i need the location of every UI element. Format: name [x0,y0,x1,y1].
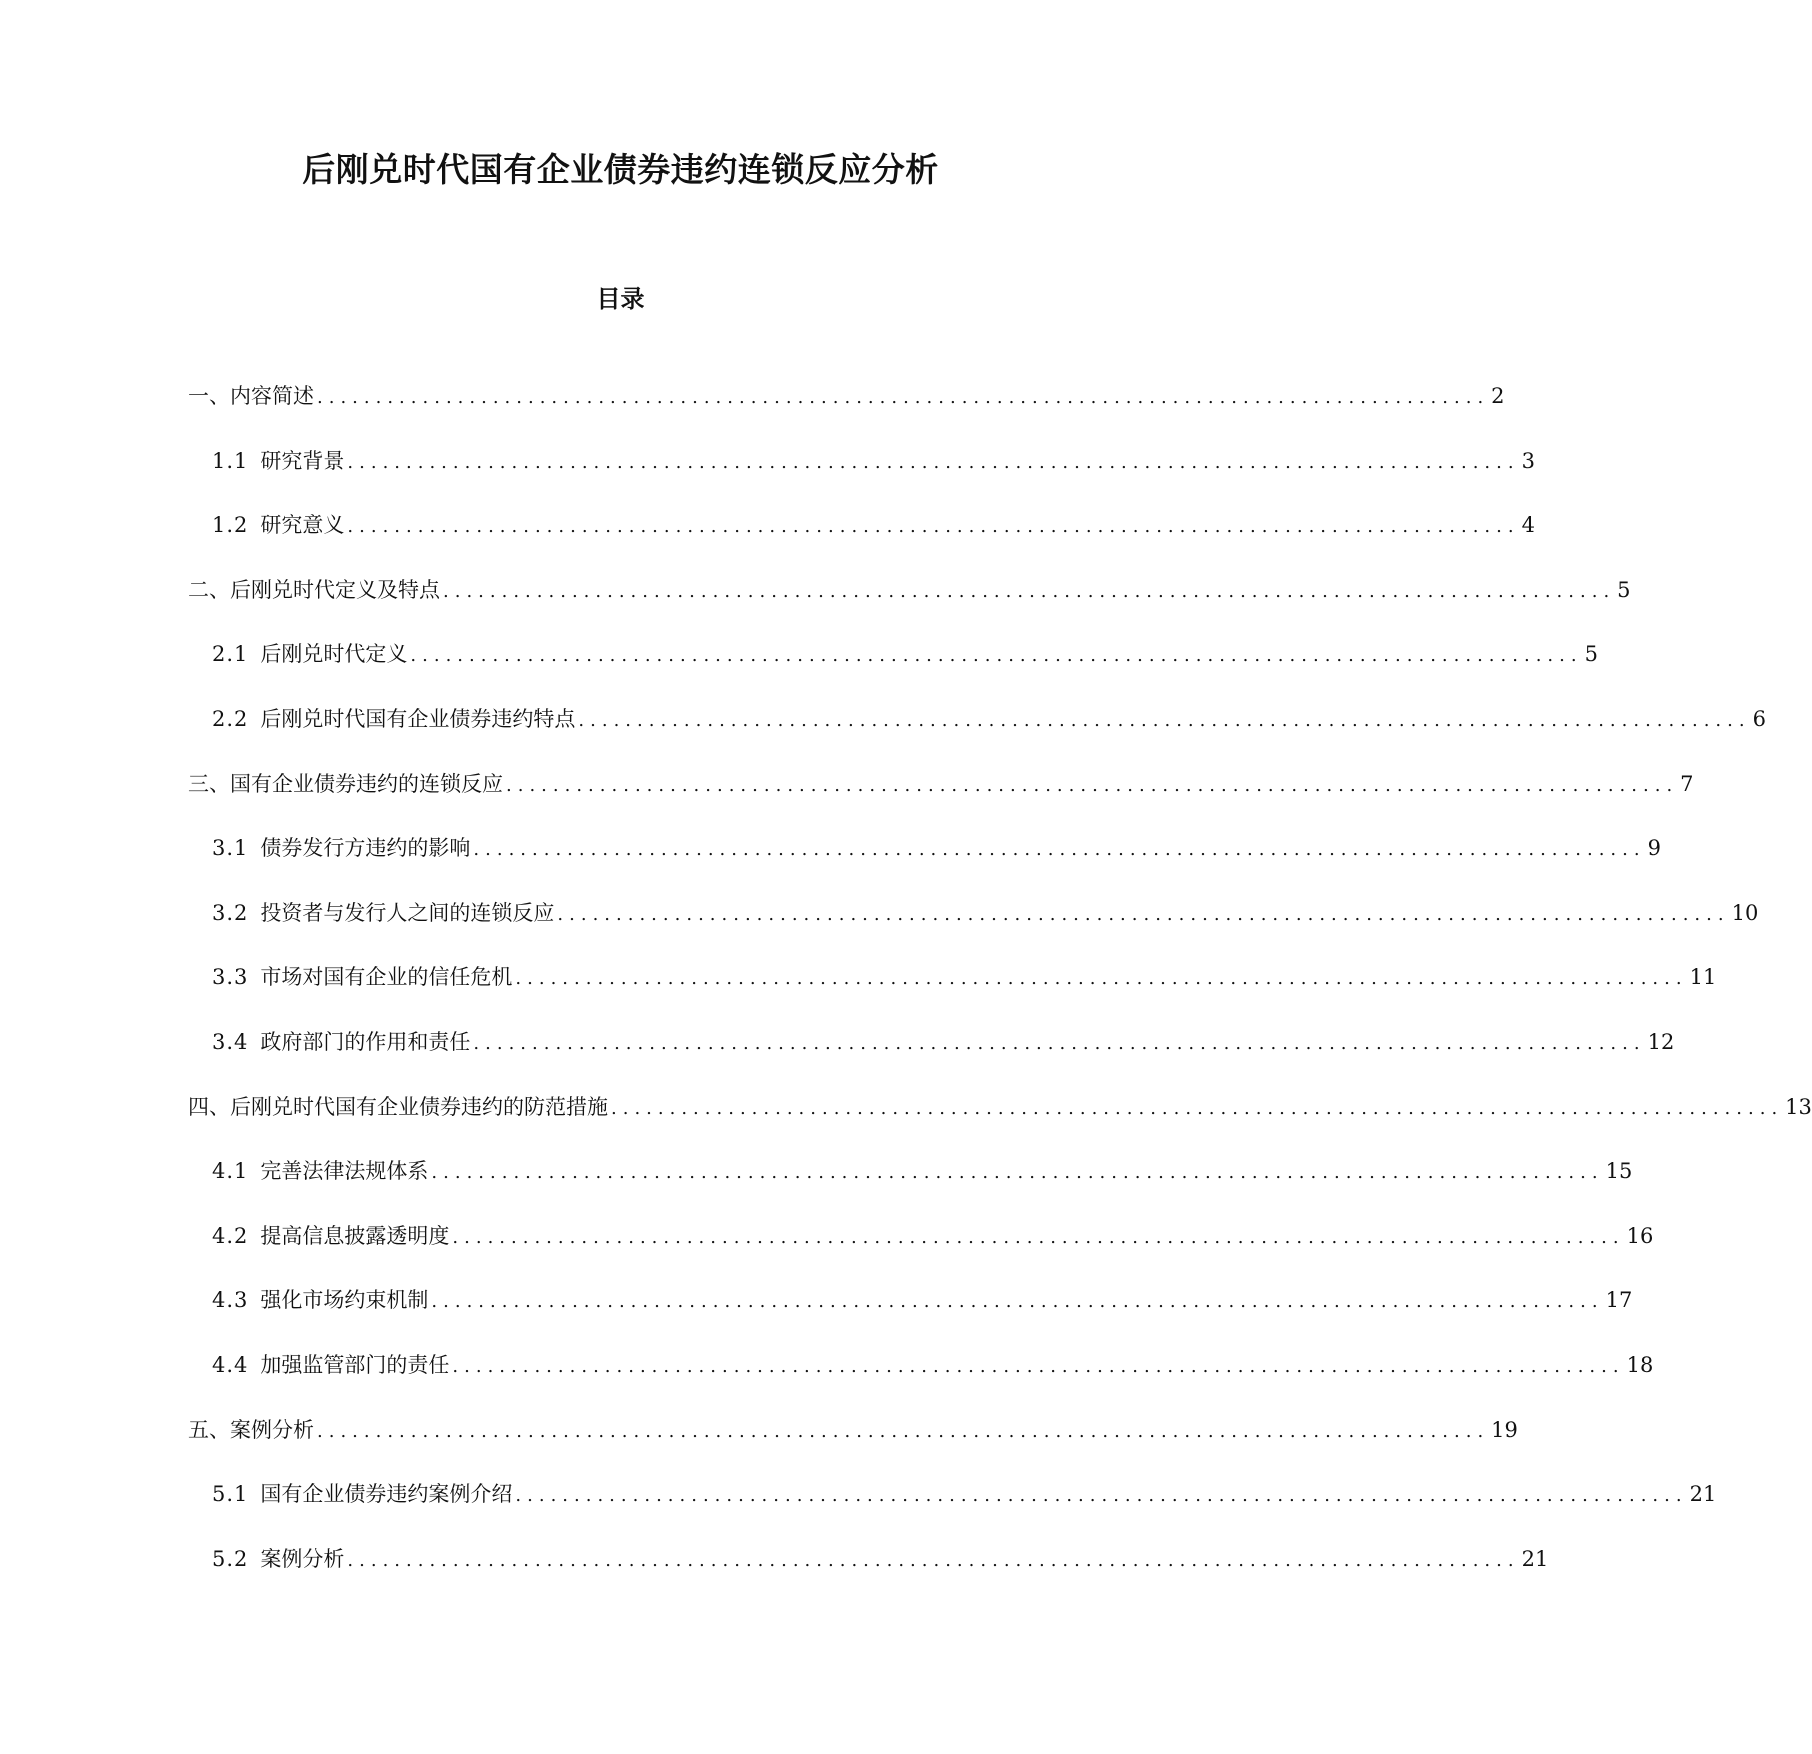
toc-dot-leader: .................................................................................................... [347,1550,1520,1571]
toc-entry-page-number: 2 [1491,384,1505,408]
toc-dot-leader: .................................................................................................... [473,839,1646,860]
toc-entry-page-number: 6 [1752,707,1766,731]
toc-entry-label: 完善法律法规体系 [260,1159,429,1183]
toc-entry-label: 强化市场约束机制 [260,1288,429,1312]
toc-entry-section[interactable] [212,1479,1717,1509]
toc-entry-label: 后刚兑时代定义 [260,642,408,666]
toc-entry-number: 3.2 [212,901,249,925]
toc-entry-page-number: 13 [1785,1095,1812,1119]
toc-entry-number: 2.2 [212,707,249,731]
toc-entry-page-number: 16 [1626,1224,1654,1248]
toc-entry-label: 五、案例分析 [188,1418,314,1442]
toc-entry-number: 3.4 [212,1030,249,1054]
toc-dot-leader: .................................................................................................... [347,516,1520,537]
toc-entry-page-number: 5 [1617,578,1631,602]
toc-entry-section[interactable] [212,1156,1633,1186]
toc-entry-section[interactable] [212,1285,1633,1315]
toc-entry-page-number: 4 [1521,513,1535,537]
toc-entry-section[interactable] [212,833,1661,863]
toc-entry-label: 二、后刚兑时代定义及特点 [188,578,440,602]
toc-entry-label: 案例分析 [260,1547,345,1571]
toc-entry-label: 国有企业债券违约案例介绍 [260,1482,513,1506]
toc-dot-leader: .................................................................................................... [410,645,1583,666]
toc-entry-page-number: 21 [1521,1547,1549,1571]
toc-entry-chapter[interactable] [188,575,1631,605]
toc-entry-section[interactable] [212,898,1759,928]
toc-entry-label: 研究意义 [260,513,345,537]
toc-entry-number: 3.1 [212,836,249,860]
toc-entry-page-number: 11 [1689,965,1717,989]
toc-entry-label: 后刚兑时代国有企业债券违约特点 [260,707,576,731]
toc-entry-page-number: 12 [1647,1030,1675,1054]
toc-entry-label: 加强监管部门的责任 [260,1353,450,1377]
toc-entry-section[interactable] [212,704,1766,734]
toc-dot-leader: .................................................................................................... [578,710,1751,731]
toc-dot-leader: .................................................................................................... [557,904,1730,925]
toc-entry-section[interactable] [212,1221,1654,1251]
toc-entry-page-number: 19 [1491,1418,1518,1442]
toc-entry-number: 3.3 [212,965,249,989]
toc-entry-page-number: 15 [1605,1159,1633,1183]
toc-entry-section[interactable] [212,1027,1675,1057]
toc-entry-label: 一、内容简述 [188,384,314,408]
toc-dot-leader: .................................................................................................... [611,1098,1784,1119]
toc-entry-section[interactable] [212,1544,1549,1574]
toc-entry-page-number: 3 [1521,449,1535,473]
toc-entry-number: 5.1 [212,1482,249,1506]
toc-dot-leader: .................................................................................................... [431,1162,1604,1183]
toc-entry-number: 4.3 [212,1288,249,1312]
toc-entry-chapter[interactable] [188,1092,1812,1122]
toc-dot-leader: .................................................................................................... [347,452,1520,473]
toc-entry-label: 四、后刚兑时代国有企业债券违约的防范措施 [188,1095,608,1119]
toc-entry-number: 1.2 [212,513,249,537]
toc-entry-label: 政府部门的作用和责任 [260,1030,471,1054]
toc-dot-leader: .................................................................................................... [431,1291,1604,1312]
toc-entry-chapter[interactable] [188,769,1694,799]
toc-entry-section[interactable] [212,962,1717,992]
toc-entry-label: 提高信息披露透明度 [260,1224,450,1248]
toc-dot-leader: .................................................................................................... [515,968,1688,989]
toc-dot-leader: .................................................................................................... [515,1485,1688,1506]
toc-dot-leader: .................................................................................................... [443,581,1616,602]
toc-entry-number: 4.1 [212,1159,249,1183]
document-title: 后刚兑时代国有企业债券违约连锁反应分析 [302,150,939,189]
toc-entry-label: 研究背景 [260,449,345,473]
toc-entry-label: 三、国有企业债券违约的连锁反应 [188,772,503,796]
toc-entry-label: 债券发行方违约的影响 [260,836,471,860]
toc-dot-leader: .................................................................................................... [317,1421,1490,1442]
toc-dot-leader: .................................................................................................... [317,387,1490,408]
toc-dot-leader: .................................................................................................... [506,775,1679,796]
toc-entry-section[interactable] [212,446,1535,476]
toc-dot-leader: .................................................................................................... [473,1033,1646,1054]
toc-dot-leader: .................................................................................................... [452,1356,1625,1377]
toc-entry-section[interactable] [212,639,1598,669]
toc-entry-number: 5.2 [212,1547,249,1571]
toc-entry-page-number: 10 [1731,901,1759,925]
toc-entry-number: 4.2 [212,1224,249,1248]
toc-entry-section[interactable] [212,1350,1654,1380]
toc-entry-section[interactable] [212,510,1535,540]
toc-entry-page-number: 21 [1689,1482,1717,1506]
toc-entry-label: 投资者与发行人之间的连锁反应 [260,901,555,925]
toc-entry-page-number: 17 [1605,1288,1633,1312]
toc-entry-page-number: 7 [1680,772,1694,796]
toc-entry-page-number: 18 [1626,1353,1654,1377]
toc-dot-leader: .................................................................................................... [452,1227,1625,1248]
toc-entry-chapter[interactable] [188,381,1505,411]
toc-entry-number: 4.4 [212,1353,249,1377]
toc-entry-label: 市场对国有企业的信任危机 [260,965,513,989]
toc-heading: 目录 [596,285,645,313]
toc-entry-page-number: 9 [1647,836,1661,860]
toc-entry-number: 1.1 [212,449,249,473]
toc-entry-number: 2.1 [212,642,249,666]
toc-entry-chapter[interactable] [188,1415,1518,1445]
toc-entry-page-number: 5 [1584,642,1598,666]
